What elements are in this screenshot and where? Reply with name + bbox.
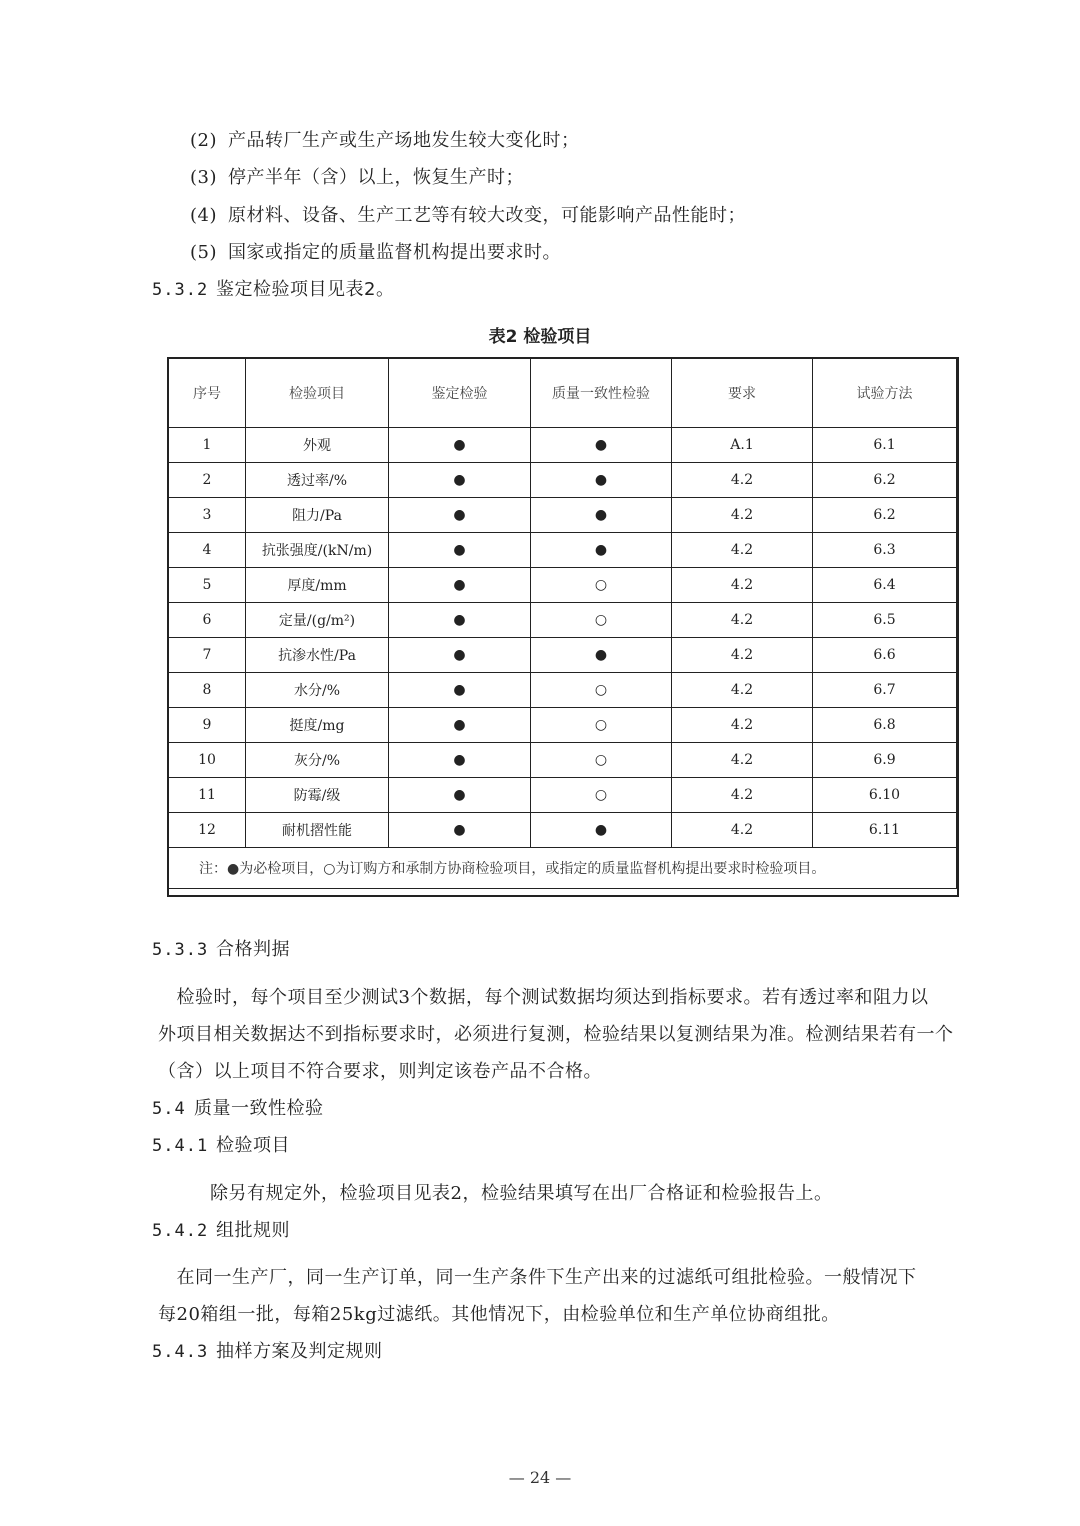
table-cell: 透过率/% bbox=[246, 463, 389, 498]
table-cell: 4.2 bbox=[672, 603, 813, 638]
table-cell: 8 bbox=[169, 673, 246, 708]
paragraph-line: 在同一生产厂，同一生产订单，同一生产条件下生产出来的过滤纸可组批检验。一般情况下 bbox=[158, 1267, 917, 1288]
table-cell: 6.3 bbox=[813, 533, 957, 568]
table-cell: ● bbox=[389, 428, 531, 463]
table-cell: 6.1 bbox=[813, 428, 957, 463]
table-note: 注：●为必检项目，○为订购方和承制方协商检验项目，或指定的质量监督机构提出要求时检验项目。 bbox=[169, 848, 957, 889]
table-cell: 4.2 bbox=[672, 743, 813, 778]
table-cell: ● bbox=[531, 813, 672, 848]
table-row bbox=[169, 498, 957, 533]
table-cell: 4.2 bbox=[672, 708, 813, 743]
table-cell: ● bbox=[389, 813, 531, 848]
table-cell: 6.4 bbox=[813, 568, 957, 603]
table-cell: 6.10 bbox=[813, 778, 957, 813]
table-cell: 4.2 bbox=[672, 463, 813, 498]
table-row bbox=[169, 533, 957, 568]
table-cell: ○ bbox=[531, 603, 672, 638]
table-note-row bbox=[169, 848, 957, 889]
table-cell: 4.2 bbox=[672, 568, 813, 603]
table-cell: ● bbox=[389, 673, 531, 708]
table-row bbox=[169, 708, 957, 743]
paragraph-line: （含）以上项目不符合要求，则判定该卷产品不合格。 bbox=[158, 1061, 602, 1082]
section-heading-5-4-1: 5.4.1 检验项目 bbox=[152, 1135, 290, 1156]
section-heading-5-3-3: 5.3.3 合格判据 bbox=[152, 939, 290, 960]
paragraph-line: 外项目相关数据达不到指标要求时，必须进行复测，检验结果以复测结果为准。检测结果若有一个 bbox=[158, 1024, 954, 1045]
table-cell: ● bbox=[531, 638, 672, 673]
paragraph-line: 每20箱组一批，每箱25kg过滤纸。其他情况下，由检验单位和生产单位协商组批。 bbox=[158, 1304, 840, 1325]
page-number: — 24 — bbox=[508, 1468, 572, 1487]
table-cell: 4.2 bbox=[672, 778, 813, 813]
table-cell: 7 bbox=[169, 638, 246, 673]
table-cell: 6.5 bbox=[813, 603, 957, 638]
table-cell: ○ bbox=[531, 673, 672, 708]
table-cell: 4.2 bbox=[672, 498, 813, 533]
table-cell: ● bbox=[531, 533, 672, 568]
table-cell: ● bbox=[389, 743, 531, 778]
table-row bbox=[169, 778, 957, 813]
table-row bbox=[169, 603, 957, 638]
table-cell: ● bbox=[389, 603, 531, 638]
list-item: (5) 国家或指定的质量监督机构提出要求时。 bbox=[190, 242, 561, 263]
table-row bbox=[169, 638, 957, 673]
table-row bbox=[169, 428, 957, 463]
paragraph-line: 除另有规定外，检验项目见表2，检验结果填写在出厂合格证和检验报告上。 bbox=[210, 1183, 833, 1204]
table-cell: 水分/% bbox=[246, 673, 389, 708]
table-header-row bbox=[169, 359, 957, 428]
table-cell: 6.8 bbox=[813, 708, 957, 743]
table-cell: 抗渗水性/Pa bbox=[246, 638, 389, 673]
table-cell: 防霉/级 bbox=[246, 778, 389, 813]
table-cell: ● bbox=[389, 638, 531, 673]
table-cell: ○ bbox=[531, 743, 672, 778]
table-cell: 2 bbox=[169, 463, 246, 498]
section-heading-5-4-3: 5.4.3 抽样方案及判定规则 bbox=[152, 1341, 383, 1362]
table-title: 表2 检验项目 bbox=[488, 327, 592, 347]
table-cell: 6.6 bbox=[813, 638, 957, 673]
table-cell: ● bbox=[531, 463, 672, 498]
section-heading-5-3-2: 5.3.2 鉴定检验项目见表2。 bbox=[152, 279, 395, 300]
table-cell: 定量/(g/m²) bbox=[246, 603, 389, 638]
header-cell: 试验方法 bbox=[813, 359, 957, 428]
table-cell: 6.7 bbox=[813, 673, 957, 708]
list-item: (2) 产品转厂生产或生产场地发生较大变化时； bbox=[190, 130, 580, 151]
table-cell: 外观 bbox=[246, 428, 389, 463]
table-cell: 4.2 bbox=[672, 638, 813, 673]
table-cell: 6.11 bbox=[813, 813, 957, 848]
table-cell: 3 bbox=[169, 498, 246, 533]
table-cell: 5 bbox=[169, 568, 246, 603]
table-cell: 4.2 bbox=[672, 813, 813, 848]
table-cell: ● bbox=[389, 498, 531, 533]
table-cell: 9 bbox=[169, 708, 246, 743]
table-cell: ● bbox=[389, 708, 531, 743]
table-cell: ● bbox=[389, 533, 531, 568]
table-cell: 6.2 bbox=[813, 463, 957, 498]
table-cell: 4 bbox=[169, 533, 246, 568]
table-cell: 4.2 bbox=[672, 673, 813, 708]
table-cell: 12 bbox=[169, 813, 246, 848]
table-row bbox=[169, 568, 957, 603]
table-cell: 11 bbox=[169, 778, 246, 813]
table-cell: ● bbox=[389, 778, 531, 813]
table-cell: ○ bbox=[531, 568, 672, 603]
table-cell: ● bbox=[531, 428, 672, 463]
table-row bbox=[169, 673, 957, 708]
table-cell: ● bbox=[531, 498, 672, 533]
table-cell: 阻力/Pa bbox=[246, 498, 389, 533]
table-row bbox=[169, 743, 957, 778]
list-item: (3) 停产半年（含）以上，恢复生产时； bbox=[190, 167, 524, 188]
header-cell: 质量一致性检验 bbox=[531, 359, 672, 428]
table-cell: ○ bbox=[531, 708, 672, 743]
inspection-table bbox=[168, 358, 957, 889]
section-heading-5-4-2: 5.4.2 组批规则 bbox=[152, 1220, 290, 1241]
header-cell: 序号 bbox=[169, 359, 246, 428]
table-row bbox=[169, 813, 957, 848]
table-cell: 抗张强度/(kN/m) bbox=[246, 533, 389, 568]
table-row bbox=[169, 463, 957, 498]
table-cell: 6 bbox=[169, 603, 246, 638]
table-cell: 10 bbox=[169, 743, 246, 778]
table-cell: 6.9 bbox=[813, 743, 957, 778]
table-cell: 挺度/mg bbox=[246, 708, 389, 743]
table-cell: 4.2 bbox=[672, 533, 813, 568]
list-item: (4) 原材料、设备、生产工艺等有较大改变，可能影响产品性能时； bbox=[190, 205, 746, 226]
header-cell: 检验项目 bbox=[246, 359, 389, 428]
table-cell: ● bbox=[389, 568, 531, 603]
table-cell: ● bbox=[389, 463, 531, 498]
table-cell: ○ bbox=[531, 778, 672, 813]
header-cell: 要求 bbox=[672, 359, 813, 428]
table-cell: 厚度/mm bbox=[246, 568, 389, 603]
table-cell: 灰分/% bbox=[246, 743, 389, 778]
table-cell: 6.2 bbox=[813, 498, 957, 533]
table-cell: 耐机摺性能 bbox=[246, 813, 389, 848]
paragraph-line: 检验时，每个项目至少测试3个数据，每个测试数据均须达到指标要求。若有透过率和阻力以 bbox=[158, 987, 929, 1008]
table-cell: A.1 bbox=[672, 428, 813, 463]
section-heading-5-4: 5.4 质量一致性检验 bbox=[152, 1098, 324, 1119]
table-cell: 1 bbox=[169, 428, 246, 463]
header-cell: 鉴定检验 bbox=[389, 359, 531, 428]
